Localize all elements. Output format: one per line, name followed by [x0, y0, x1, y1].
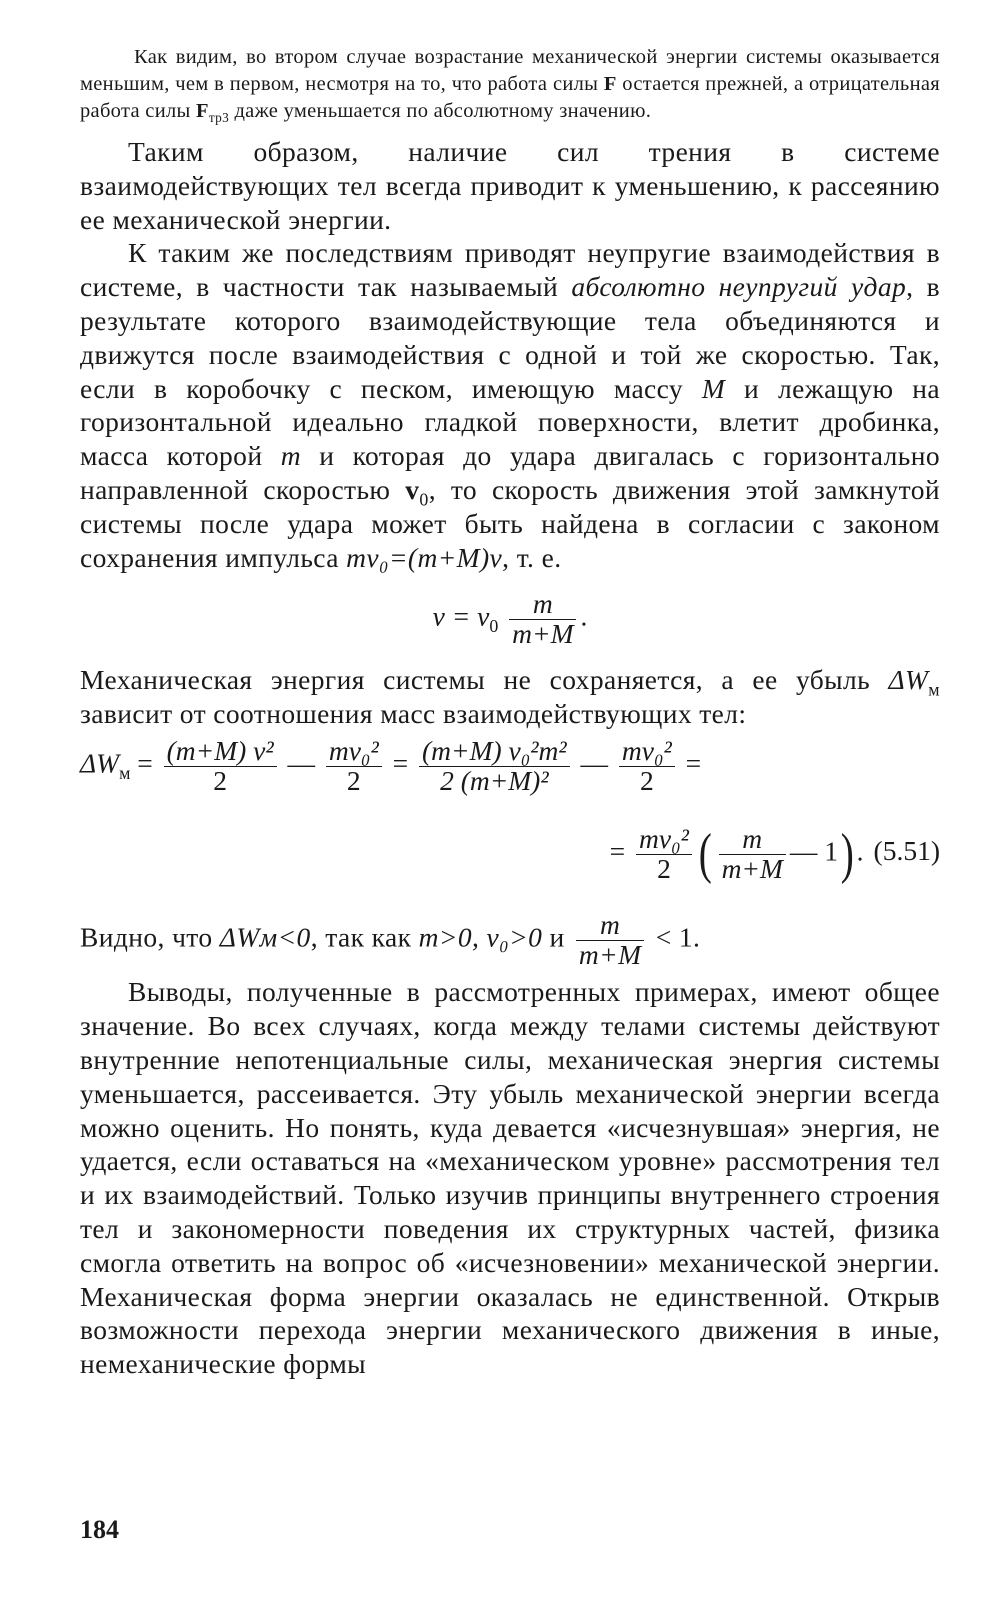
equation-5-51 [80, 734, 940, 907]
mass-symbol: M [701, 372, 726, 404]
text-span: Видно, что [80, 921, 220, 953]
equation-line-1 [80, 734, 702, 796]
text-span: Механическая энергия системы не сохраняется, а ее убыль [80, 664, 889, 696]
denominator: 2 [657, 852, 671, 884]
minus-sign: — [580, 747, 609, 779]
numerator: m [719, 825, 786, 855]
text-span: < 1. [648, 921, 701, 953]
emphasis-term: абсолютно неупругий удар [571, 271, 907, 303]
inline-inequality: m>0, v₀>0 [418, 921, 543, 953]
fraction [619, 734, 675, 796]
numerator: mv₀² [326, 737, 382, 767]
close-paren: ) [840, 823, 854, 886]
fraction [419, 734, 570, 796]
minus-sign: — [287, 747, 315, 779]
fraction [509, 590, 576, 649]
text-span: , так как [310, 921, 419, 953]
denominator: 2 [346, 764, 361, 796]
paragraph-inelastic-impact [80, 236, 940, 574]
denominator: 2 (m+M)² [440, 764, 549, 796]
energy-symbol: ΔW [888, 664, 929, 696]
numerator: (m+M) v₀²m² [419, 737, 570, 767]
equation-velocity [80, 590, 940, 649]
fraction [719, 822, 786, 884]
paragraph-friction-conclusion: Таким образом, наличие сил трения в системе взаимодействующих тел всегда приводит к уменьшению, к рассеянию ее механической энергии. [80, 136, 940, 235]
page-content [80, 44, 940, 1381]
subscript: 0 [489, 616, 499, 637]
velocity-symbol: v [405, 473, 420, 505]
text-span: и которая до удара двигалась с горизонтально направленной скоростью [80, 440, 940, 505]
open-paren: ( [698, 823, 712, 886]
text-span: даже уменьшается по абсолютному значению. [229, 100, 652, 122]
fraction [576, 908, 645, 970]
subscript: тр3 [208, 110, 230, 126]
numerator: m [509, 590, 576, 620]
minus-one: — 1 [789, 835, 839, 867]
equation-line-2 [609, 822, 940, 886]
fraction [164, 734, 277, 796]
numerator: mv₀² [636, 825, 692, 855]
text-span: Как видим, во втором случае возрастание механической энергии системы оказывается меньшим, чем в первом, несмотря на то, что работа силы [80, 46, 940, 95]
paragraph-inequality [80, 908, 940, 970]
paragraph-energy-loss [80, 663, 940, 731]
paragraph-intro [80, 44, 940, 125]
inline-equation: mv₀=(m+M)v [346, 541, 503, 573]
force-symbol: F [603, 73, 617, 95]
equals-sign: = [392, 747, 409, 779]
numerator: m [576, 911, 645, 941]
text-span: зависит от соотношения масс взаимодействующих тел: [80, 697, 747, 729]
equals-sign: = [609, 835, 626, 867]
subscript: 0 [419, 489, 429, 510]
numerator: mv₀² [619, 737, 675, 767]
fraction [326, 734, 382, 796]
denominator: m+M [512, 618, 574, 650]
denominator: m+M [578, 938, 642, 970]
equals-sign: = [137, 747, 153, 779]
text-span: и лежащую на горизонтальной идеально гладкой поверхности, влетит дробинка, масса которой [80, 372, 940, 472]
mass-symbol: m [280, 440, 301, 472]
equation-number: (5.51) [873, 835, 940, 867]
inline-inequality: ΔWм<0 [219, 921, 311, 953]
subscript: м [928, 679, 940, 700]
denominator: m+M [721, 852, 783, 884]
friction-force-symbol: F [196, 100, 209, 122]
equals-sign: = [685, 747, 702, 779]
equation-lhs: v = v [432, 601, 490, 633]
denominator: 2 [213, 764, 227, 796]
period: . [856, 835, 864, 867]
text-span: , в результате которого взаимодействующие тела объединяются и движутся после взаимодействия с одной и той же скоростью. Так, если в коробочку с песком, имеющую массу [80, 271, 941, 404]
page-number: 184 [80, 1515, 119, 1544]
numerator: (m+M) v² [164, 737, 277, 767]
text-span: остается прежней, а отрицательная работа силы [80, 73, 940, 122]
period: . [580, 601, 588, 633]
equation-lhs: ΔW [80, 747, 120, 779]
fraction [636, 822, 692, 884]
text-span: , т. е. [502, 541, 562, 573]
text-span: , то скорость движения этой замкнутой системы после удара может быть найдена в согласии с законом сохранения импульса [80, 473, 940, 573]
text-span: и [542, 921, 572, 953]
denominator: 2 [639, 764, 654, 796]
paragraph-conclusions: Выводы, полученные в рассмотренных примерах, имеют общее значение. Во всех случаях, когда между телами системы действуют внутренние непотенциальные силы, механическая энергия системы уменьшается, рассеивается. Эту убыль механической энергии всегда можно оценить. Но понять, куда девается «исчезнувшая» энергия, не удается, если оставаться на «механическом уровне» рассмотрения тел и их взаимодействий. Только изучив принципы внутреннего строения тел и закономерности поведения их структурных частей, физика смогла ответить на вопрос об «исчезновении» механической энергии. Механическая форма энергии оказалась не единственной. Открыв возможности перехода энергии механического движения в иные, немеханические формы [80, 976, 940, 1380]
subscript: м [119, 762, 131, 783]
text-span: К таким же последствиям приводят неупругие взаимодействия в системе, в частности так называемый [80, 237, 940, 303]
